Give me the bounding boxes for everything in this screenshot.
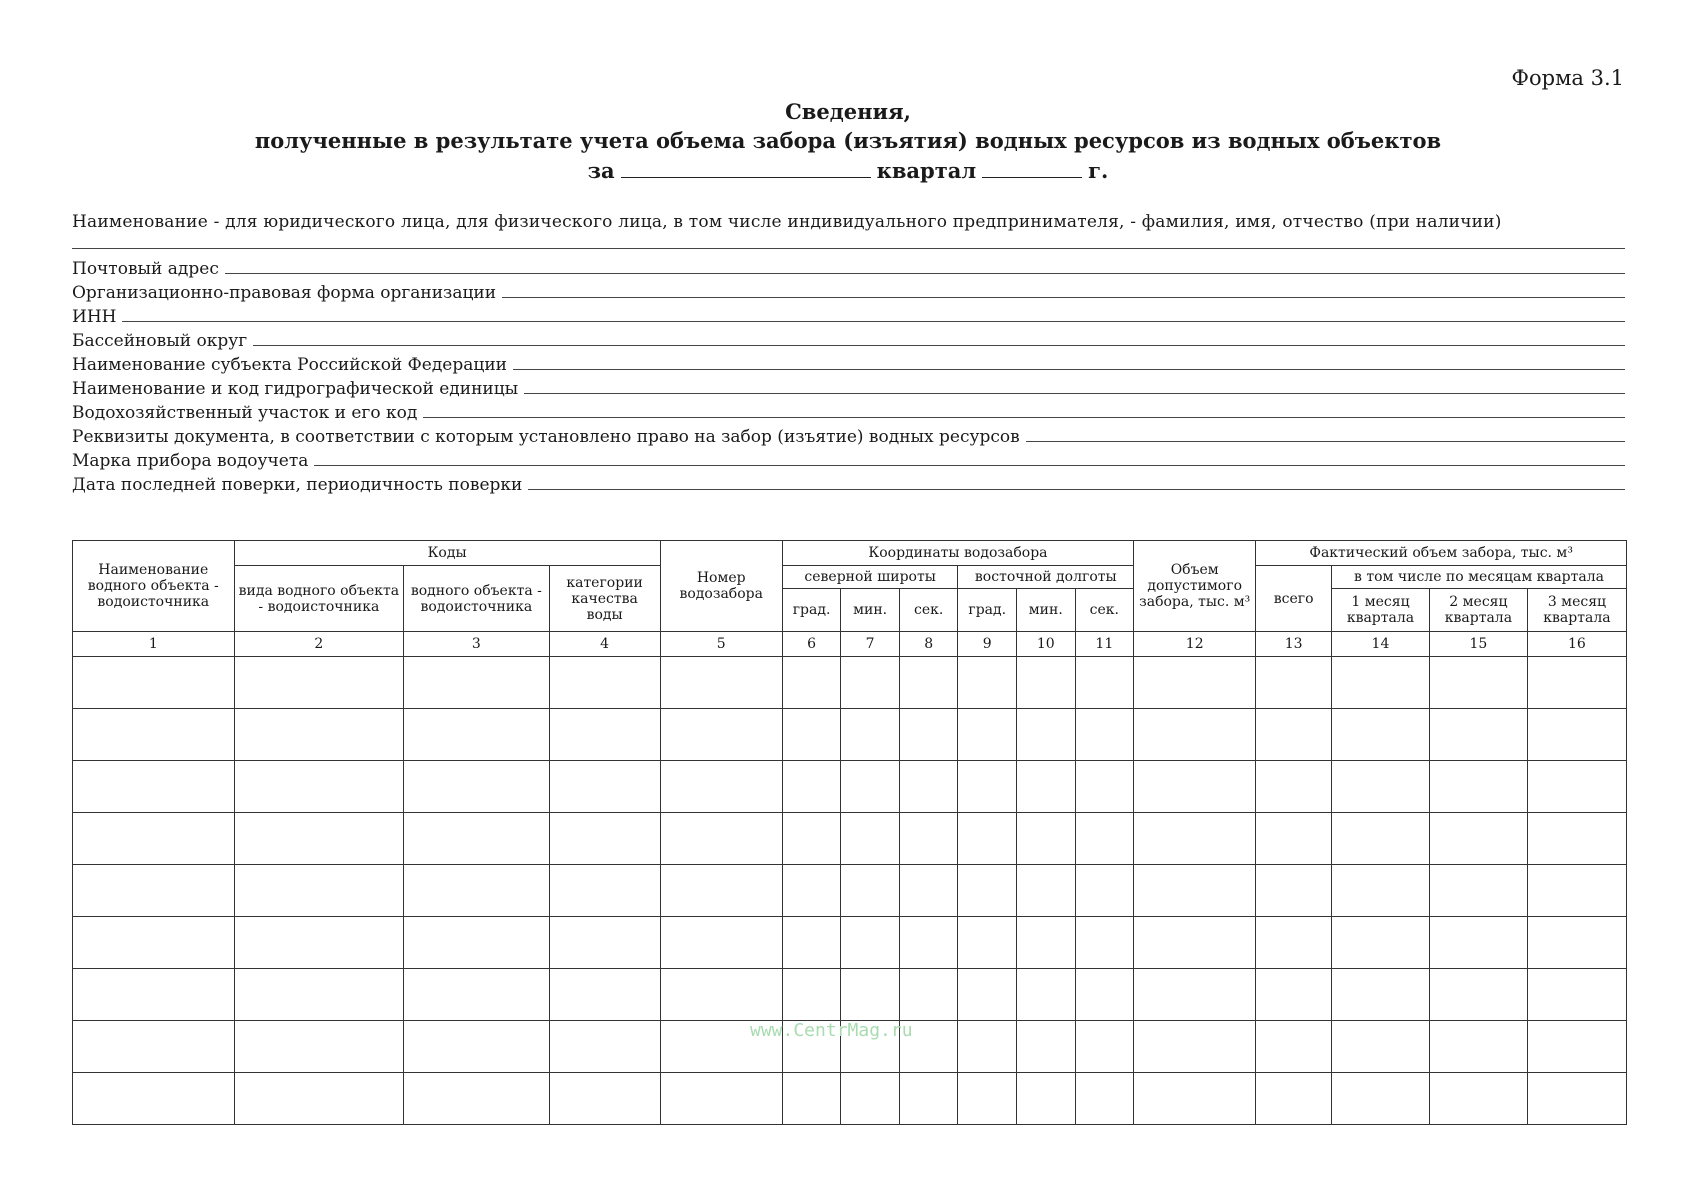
requisite-row [72, 257, 1625, 281]
table-cell[interactable] [958, 1021, 1017, 1073]
table-cell[interactable] [660, 709, 782, 761]
table-cell[interactable] [1017, 709, 1076, 761]
quarter-blank[interactable] [621, 159, 871, 178]
table-cell[interactable] [1256, 761, 1332, 813]
table-cell[interactable] [234, 917, 404, 969]
table-cell[interactable] [782, 709, 841, 761]
requisite-fill-line[interactable] [1026, 425, 1625, 442]
column-number: 11 [1075, 632, 1134, 657]
table-cell[interactable] [958, 709, 1017, 761]
table-cell[interactable] [1075, 1073, 1134, 1125]
table-cell[interactable] [899, 969, 958, 1021]
requisite-fill-line[interactable] [423, 401, 1625, 418]
table-cell[interactable] [549, 969, 660, 1021]
requisite-row [72, 305, 1625, 329]
requisite-label: Марка прибора водоучета [72, 451, 309, 471]
table-cell[interactable] [899, 813, 958, 865]
table-cell[interactable] [549, 917, 660, 969]
table-cell[interactable] [660, 969, 782, 1021]
table-cell[interactable] [841, 969, 900, 1021]
col-month-1: 1 месяц квартала [1332, 589, 1430, 632]
table-cell[interactable] [899, 657, 958, 709]
form-code: Форма 3.1 [1511, 66, 1624, 90]
col-north-sec: сек. [899, 589, 958, 632]
table-cell[interactable] [1332, 1021, 1430, 1073]
table-cell[interactable] [1332, 761, 1430, 813]
table-cell[interactable] [841, 865, 900, 917]
name-label: Наименование - для юридического лица, для физического лица, в том числе индивидуального предпринимателя, - фамилия, имя, отчество (при наличии) [72, 212, 1502, 232]
requisite-row [72, 425, 1625, 449]
table-cell[interactable] [1429, 709, 1527, 761]
table-cell[interactable] [1134, 865, 1256, 917]
title-line-1: Сведения, [785, 99, 911, 124]
table-cell[interactable] [549, 657, 660, 709]
table-cell[interactable] [404, 1073, 549, 1125]
column-number: 4 [549, 632, 660, 657]
requisite-fill-line[interactable] [513, 353, 1625, 370]
table-cell[interactable] [1332, 657, 1430, 709]
column-number: 3 [404, 632, 549, 657]
table-cell[interactable] [1332, 969, 1430, 1021]
col-east-min: мин. [1017, 589, 1076, 632]
table-cell[interactable] [782, 865, 841, 917]
table-cell[interactable] [1256, 969, 1332, 1021]
col-code-quality: категории качества воды [549, 566, 660, 632]
table-cell[interactable] [1527, 865, 1626, 917]
table-row [73, 657, 1627, 709]
table-cell[interactable] [1256, 813, 1332, 865]
table-cell[interactable] [404, 969, 549, 1021]
table-cell[interactable] [1075, 969, 1134, 1021]
table-cell[interactable] [958, 969, 1017, 1021]
table-cell[interactable] [1134, 1073, 1256, 1125]
table-cell[interactable] [1134, 917, 1256, 969]
table-cell[interactable] [899, 865, 958, 917]
table-cell[interactable] [549, 813, 660, 865]
table-cell[interactable] [1332, 1073, 1430, 1125]
table-cell[interactable] [1527, 709, 1626, 761]
table-cell[interactable] [782, 657, 841, 709]
table-cell[interactable] [1017, 813, 1076, 865]
table-cell[interactable] [841, 1073, 900, 1125]
table-cell[interactable] [1075, 865, 1134, 917]
table-cell[interactable] [1075, 761, 1134, 813]
table-cell[interactable] [660, 1073, 782, 1125]
table-cell[interactable] [899, 1073, 958, 1125]
watermark: www.CentrMag.ru [750, 1020, 913, 1041]
requisite-fill-line[interactable] [225, 257, 1625, 274]
requisite-fill-line[interactable] [528, 473, 1625, 490]
col-month-3: 3 месяц квартала [1527, 589, 1626, 632]
table-cell[interactable] [1429, 917, 1527, 969]
requisite-label: ИНН [72, 307, 117, 327]
table-cell[interactable] [73, 813, 235, 865]
requisite-row [72, 449, 1625, 473]
requisites-section [72, 212, 1625, 497]
table-cell[interactable] [1256, 1073, 1332, 1125]
table-cell[interactable] [660, 657, 782, 709]
document-title [0, 98, 1696, 186]
table-cell[interactable] [958, 657, 1017, 709]
col-intake-number: Номер водозабора [660, 541, 782, 632]
column-number: 10 [1017, 632, 1076, 657]
table-cell[interactable] [549, 1073, 660, 1125]
table-cell[interactable] [1075, 917, 1134, 969]
table-cell[interactable] [1527, 969, 1626, 1021]
table-cell[interactable] [234, 865, 404, 917]
table-cell[interactable] [958, 813, 1017, 865]
requisite-fill-line[interactable] [253, 329, 1625, 346]
requisite-label: Организационно-правовая форма организации [72, 283, 497, 303]
requisite-label: Водохозяйственный участок и его код [72, 403, 418, 423]
table-cell[interactable] [73, 709, 235, 761]
table-cell[interactable] [404, 1021, 549, 1073]
col-group-months: в том числе по месяцам квартала [1332, 566, 1627, 589]
table-cell[interactable] [404, 865, 549, 917]
table-cell[interactable] [1527, 813, 1626, 865]
table-cell[interactable] [660, 917, 782, 969]
table-cell[interactable] [1256, 917, 1332, 969]
title-line-2: полученные в результате учета объема забора (изъятия) водных ресурсов из водных объектов [254, 128, 1442, 153]
table-cell[interactable] [73, 917, 235, 969]
table-cell[interactable] [1017, 1021, 1076, 1073]
table-cell[interactable] [1075, 709, 1134, 761]
table-cell[interactable] [841, 761, 900, 813]
table-cell[interactable] [1429, 1073, 1527, 1125]
table-cell[interactable] [1134, 813, 1256, 865]
table-cell[interactable] [660, 761, 782, 813]
table-cell[interactable] [1017, 917, 1076, 969]
table-cell[interactable] [73, 1073, 235, 1125]
requisite-row [72, 329, 1625, 353]
table-cell[interactable] [660, 865, 782, 917]
table-cell[interactable] [841, 657, 900, 709]
table-cell[interactable] [1332, 917, 1430, 969]
table-cell[interactable] [549, 1021, 660, 1073]
table-cell[interactable] [1075, 657, 1134, 709]
table-row [73, 709, 1627, 761]
table-cell[interactable] [73, 657, 235, 709]
table-cell[interactable] [958, 917, 1017, 969]
table-cell[interactable] [1332, 709, 1430, 761]
table-cell[interactable] [1527, 761, 1626, 813]
table-cell[interactable] [234, 1073, 404, 1125]
table-cell[interactable] [1256, 865, 1332, 917]
column-number: 16 [1527, 632, 1626, 657]
table-cell[interactable] [660, 813, 782, 865]
table-cell[interactable] [1527, 917, 1626, 969]
table-cell[interactable] [234, 657, 404, 709]
table-cell[interactable] [1429, 1021, 1527, 1073]
col-code-object: водного объекта - водоисточника [404, 566, 549, 632]
table-row [73, 969, 1627, 1021]
col-water-object: Наименование водного объекта - водоисточника [73, 541, 235, 632]
table-cell[interactable] [404, 813, 549, 865]
column-number: 1 [73, 632, 235, 657]
col-group-coords: Координаты водозабора [782, 541, 1133, 566]
title-quarter-word: квартал [876, 158, 977, 183]
requisite-fill-line[interactable] [122, 305, 1625, 322]
col-group-codes: Коды [234, 541, 660, 566]
requisite-label: Наименование и код гидрографической единицы [72, 379, 519, 399]
column-number-row [73, 632, 1627, 657]
column-number: 6 [782, 632, 841, 657]
table-cell[interactable] [1527, 1021, 1626, 1073]
table-cell[interactable] [1134, 969, 1256, 1021]
table-cell[interactable] [549, 761, 660, 813]
table-cell[interactable] [899, 709, 958, 761]
table-cell[interactable] [841, 709, 900, 761]
table-cell[interactable] [782, 1073, 841, 1125]
table-cell[interactable] [1017, 761, 1076, 813]
table-cell[interactable] [1429, 969, 1527, 1021]
table-cell[interactable] [1332, 865, 1430, 917]
table-cell[interactable] [1256, 1021, 1332, 1073]
column-number: 7 [841, 632, 900, 657]
table-cell[interactable] [841, 813, 900, 865]
table-cell[interactable] [1134, 761, 1256, 813]
table-cell[interactable] [1256, 709, 1332, 761]
col-north-deg: град. [782, 589, 841, 632]
column-number: 14 [1332, 632, 1430, 657]
table-cell[interactable] [73, 1021, 235, 1073]
col-group-actual: Фактический объем забора, тыс. м³ [1256, 541, 1627, 566]
table-cell[interactable] [1429, 813, 1527, 865]
table-cell[interactable] [1134, 709, 1256, 761]
table-cell[interactable] [1017, 1073, 1076, 1125]
table-cell[interactable] [1429, 761, 1527, 813]
table-cell[interactable] [404, 657, 549, 709]
table-row [73, 865, 1627, 917]
table-row [73, 1073, 1627, 1125]
title-year-suffix: г. [1088, 158, 1109, 183]
table-cell[interactable] [73, 761, 235, 813]
requisite-label: Дата последней поверки, периодичность поверки [72, 475, 523, 495]
table-cell[interactable] [73, 865, 235, 917]
requisite-fill-line[interactable] [502, 281, 1625, 298]
requisite-row [72, 281, 1625, 305]
table-cell[interactable] [958, 1073, 1017, 1125]
requisite-row [72, 353, 1625, 377]
title-line-3 [0, 156, 1696, 186]
table-cell[interactable] [1075, 813, 1134, 865]
table-cell[interactable] [549, 865, 660, 917]
col-east-deg: град. [958, 589, 1017, 632]
table-cell[interactable] [782, 761, 841, 813]
column-number: 12 [1134, 632, 1256, 657]
col-code-kind: вида водного объекта - водоисточника [234, 566, 404, 632]
requisite-label: Реквизиты документа, в соответствии с которым установлено право на забор (изъятие) водных ресурсов [72, 427, 1020, 447]
table-cell[interactable] [958, 761, 1017, 813]
table-cell[interactable] [404, 917, 549, 969]
table-cell[interactable] [958, 865, 1017, 917]
table-cell[interactable] [1429, 657, 1527, 709]
table-row [73, 813, 1627, 865]
column-number: 5 [660, 632, 782, 657]
table-cell[interactable] [1429, 865, 1527, 917]
table-cell[interactable] [1134, 1021, 1256, 1073]
requisite-row [72, 401, 1625, 425]
table-cell[interactable] [234, 1021, 404, 1073]
table-cell[interactable] [549, 709, 660, 761]
table-cell[interactable] [1527, 657, 1626, 709]
table-cell[interactable] [1017, 657, 1076, 709]
table-cell[interactable] [404, 709, 549, 761]
table-cell[interactable] [899, 761, 958, 813]
column-number: 8 [899, 632, 958, 657]
table-cell[interactable] [234, 969, 404, 1021]
column-number: 9 [958, 632, 1017, 657]
name-label-row [72, 212, 1625, 236]
column-number: 15 [1429, 632, 1527, 657]
table-cell[interactable] [899, 917, 958, 969]
column-number: 2 [234, 632, 404, 657]
table-cell[interactable] [234, 813, 404, 865]
table-cell[interactable] [782, 969, 841, 1021]
title-prefix: за [587, 158, 615, 183]
table-cell[interactable] [1075, 1021, 1134, 1073]
requisite-row [72, 377, 1625, 401]
table-cell[interactable] [1332, 813, 1430, 865]
table-cell[interactable] [782, 917, 841, 969]
requisite-label: Почтовый адрес [72, 259, 219, 279]
table-cell[interactable] [1256, 657, 1332, 709]
table-cell[interactable] [73, 969, 235, 1021]
requisite-fill-line[interactable] [314, 449, 1625, 466]
col-group-east: восточной долготы [958, 566, 1134, 589]
table-cell[interactable] [404, 761, 549, 813]
table-row [73, 761, 1627, 813]
col-north-min: мин. [841, 589, 900, 632]
name-fill-line[interactable] [72, 236, 1625, 249]
year-blank[interactable] [982, 159, 1082, 178]
table-cell[interactable] [1017, 865, 1076, 917]
requisite-label: Бассейновый округ [72, 331, 248, 351]
table-cell[interactable] [234, 761, 404, 813]
requisite-label: Наименование субъекта Российской Федерации [72, 355, 507, 375]
col-allowed-volume: Объем допустимого забора, тыс. м³ [1134, 541, 1256, 632]
col-month-2: 2 месяц квартала [1429, 589, 1527, 632]
table-cell[interactable] [1134, 657, 1256, 709]
table-cell[interactable] [782, 813, 841, 865]
table-row [73, 917, 1627, 969]
requisite-fill-line[interactable] [524, 377, 1625, 394]
column-number: 13 [1256, 632, 1332, 657]
table-cell[interactable] [841, 917, 900, 969]
col-group-north: северной широты [782, 566, 958, 589]
requisite-row [72, 473, 1625, 497]
table-cell[interactable] [234, 709, 404, 761]
table-cell[interactable] [1017, 969, 1076, 1021]
table-cell[interactable] [1527, 1073, 1626, 1125]
col-total: всего [1256, 566, 1332, 632]
col-east-sec: сек. [1075, 589, 1134, 632]
